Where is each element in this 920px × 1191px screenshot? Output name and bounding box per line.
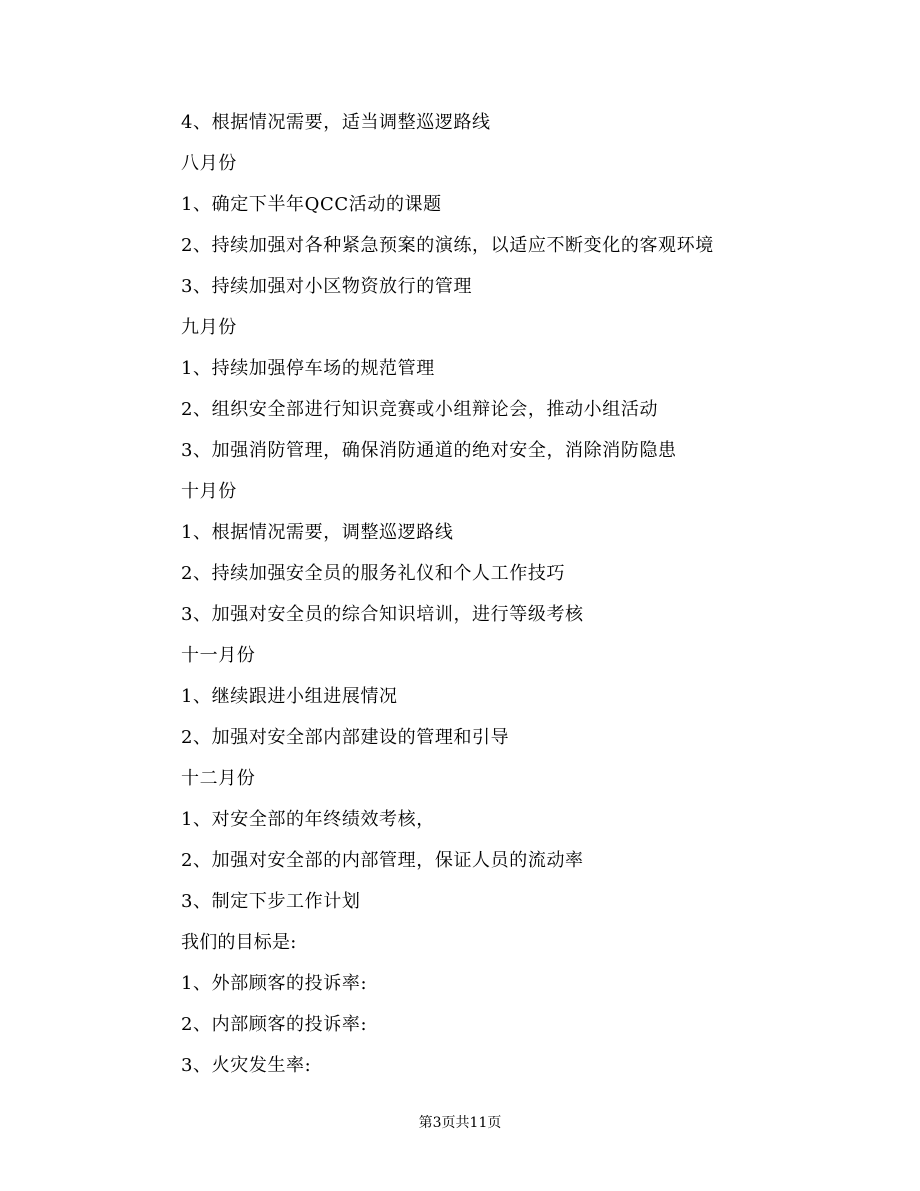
list-item: 2、加强对安全部内部建设的管理和引导 [181,727,510,748]
list-item: 1、外部顾客的投诉率: [181,973,368,994]
list-item: 4、根据情况需要，适当调整巡逻路线 [181,112,491,133]
section-heading-august: 八月份 [181,153,237,174]
list-item: 1、继续跟进小组进展情况 [181,686,398,707]
list-item: 1、确定下半年QCC活动的课题 [181,194,442,215]
list-item: 2、持续加强对各种紧急预案的演练，以适应不断变化的客观环境 [181,235,714,256]
list-item: 2、持续加强安全员的服务礼仪和个人工作技巧 [181,563,566,584]
list-item: 2、组织安全部进行知识竞赛或小组辩论会，推动小组活动 [181,399,659,420]
list-item: 3、制定下步工作计划 [181,891,361,912]
list-item: 2、内部顾客的投诉率: [181,1014,368,1035]
section-heading-september: 九月份 [181,317,237,338]
list-item: 3、加强对安全员的综合知识培训，进行等级考核 [181,604,584,625]
list-item: 3、加强消防管理，确保消防通道的绝对安全，消除消防隐患 [181,440,677,461]
goals-intro: 我们的目标是: [181,932,297,953]
list-item: 1、根据情况需要，调整巡逻路线 [181,522,454,543]
section-heading-november: 十一月份 [181,645,256,666]
list-item: 1、对安全部的年终绩效考核， [181,809,435,830]
list-item: 1、持续加强停车场的规范管理 [181,358,435,379]
section-heading-december: 十二月份 [181,768,256,789]
list-item: 3、持续加强对小区物资放行的管理 [181,276,473,297]
document-body [181,102,861,1086]
list-item: 2、加强对安全部的内部管理，保证人员的流动率 [181,850,584,871]
section-heading-october: 十月份 [181,481,237,502]
page-number: 第3页共11页 [418,1115,502,1131]
list-item: 3、火灾发生率: [181,1055,312,1076]
